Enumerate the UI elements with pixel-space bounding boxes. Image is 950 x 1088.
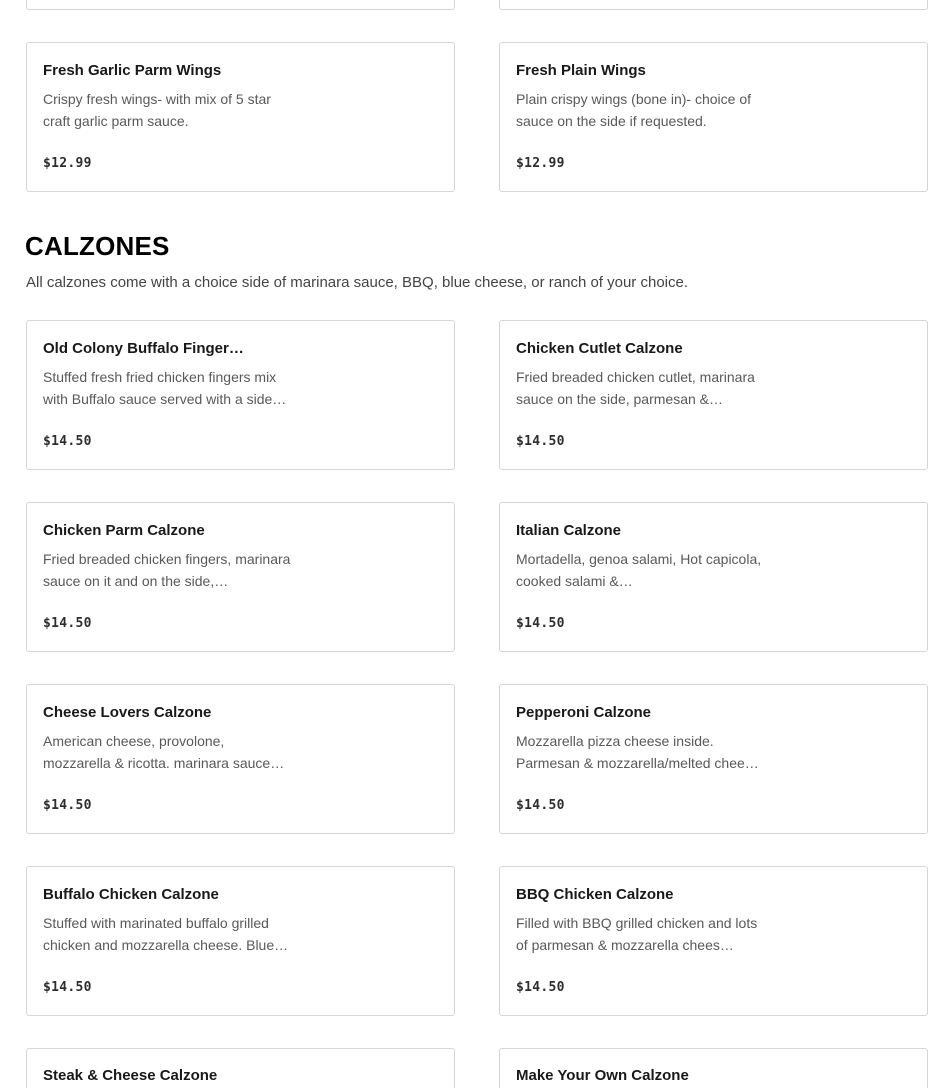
menu-item-card[interactable] [499, 320, 928, 470]
menu-item-card[interactable] [499, 42, 928, 192]
item-description: American cheese, provolone, mozzarella & ricotta. marinara sauce… [43, 733, 285, 771]
menu-item-card[interactable] [26, 684, 455, 834]
item-price: $14.50 [43, 434, 92, 449]
menu-item-card[interactable] [26, 502, 455, 652]
section-description: All calzones come with a choice side of marinara sauce, BBQ, blue cheese, or ranch of your choice. [26, 274, 688, 291]
item-description: Stuffed with marinated buffalo grilled chicken and mozzarella cheese. Blue… [43, 915, 289, 953]
item-name: Buffalo Chicken Calzone [43, 886, 219, 903]
menu-item-card[interactable] [26, 0, 455, 10]
item-price: $12.99 [43, 156, 92, 171]
item-description: Fried breaded chicken cutlet, marinara sauce on the side, parmesan &… [516, 369, 755, 407]
item-name: Chicken Cutlet Calzone [516, 340, 683, 357]
menu-item-card[interactable] [499, 0, 928, 10]
item-description: Stuffed fresh fried chicken fingers mix with Buffalo sauce served with a side… [43, 369, 287, 407]
item-name: Chicken Parm Calzone [43, 522, 205, 539]
menu-item-card[interactable] [26, 320, 455, 470]
menu-item-card[interactable] [499, 1048, 928, 1088]
item-name: Pepperoni Calzone [516, 704, 652, 721]
item-price: $14.50 [516, 798, 565, 813]
item-description: Crispy fresh wings- with mix of 5 star craft garlic parm sauce. [43, 91, 271, 129]
item-name: BBQ Chicken Calzone [516, 886, 674, 903]
item-name: Make Your Own Calzone [516, 1067, 689, 1084]
menu-item-card[interactable] [499, 684, 928, 834]
menu-item-card[interactable] [499, 502, 928, 652]
menu-item-card[interactable] [26, 42, 455, 192]
item-name: Steak & Cheese Calzone [43, 1067, 218, 1084]
item-price: $12.99 [516, 156, 565, 171]
item-name: Cheese Lovers Calzone [43, 704, 212, 721]
menu-item-card[interactable] [26, 866, 455, 1016]
item-description: Mortadella, genoa salami, Hot capicola, cooked salami &… [516, 551, 762, 589]
menu-item-card[interactable] [26, 1048, 455, 1088]
item-price: $14.50 [516, 980, 565, 995]
item-name: Italian Calzone [516, 522, 622, 539]
item-name: Old Colony Buffalo Finger… [43, 340, 244, 357]
item-price: $14.50 [43, 980, 92, 995]
item-name: Fresh Garlic Parm Wings [43, 62, 222, 79]
item-description: Filled with BBQ grilled chicken and lots of parmesan & mozzarella chees… [516, 915, 758, 953]
item-price: $14.50 [43, 798, 92, 813]
item-price: $14.50 [516, 434, 565, 449]
item-price: $14.50 [43, 616, 92, 631]
item-description: Fried breaded chicken fingers, marinara sauce on it and on the side,… [43, 551, 291, 589]
item-description: Mozzarella pizza cheese inside. Parmesan & mozzarella/melted chee… [516, 733, 759, 771]
item-name: Fresh Plain Wings [516, 62, 646, 79]
item-price: $14.50 [516, 616, 565, 631]
section-title: CALZONES [25, 231, 170, 261]
menu-item-card[interactable] [499, 866, 928, 1016]
item-description: Plain crispy wings (bone in)- choice of sauce on the side if requested. [516, 91, 751, 129]
